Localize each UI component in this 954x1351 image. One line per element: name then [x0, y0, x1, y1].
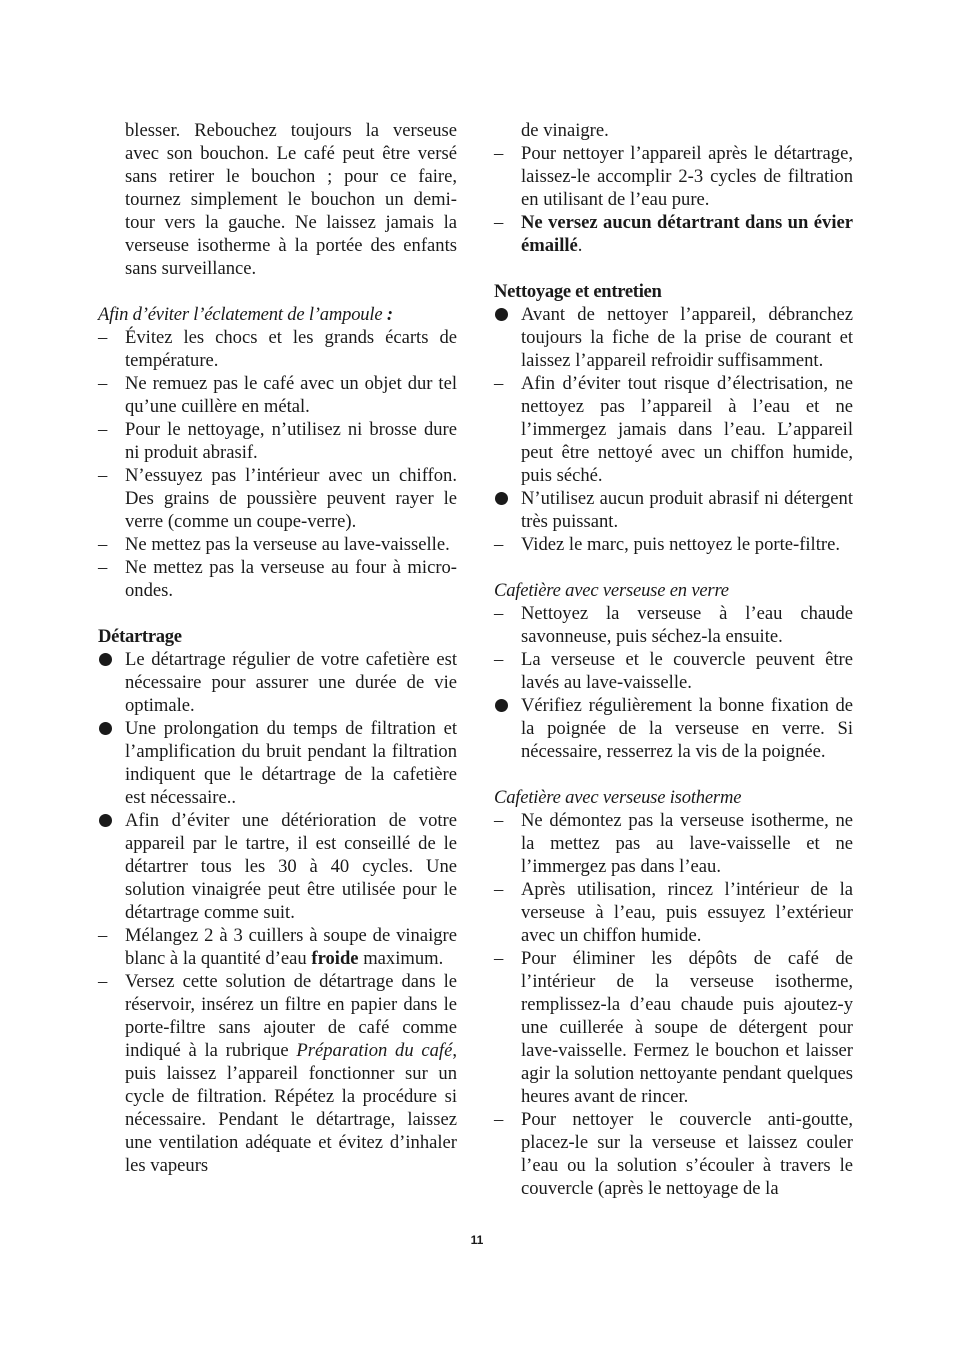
- list-item: Une prolongation du temps de filtration et l’amplification du bruit pendant la filtration indiquent que le détartrage de la cafetière est nécessaire..: [98, 717, 457, 809]
- list-item: – Ne mettez pas la verseuse au lave-vaisselle.: [98, 534, 450, 555]
- ampoule-heading: Afin d’éviter l’éclatement de l’ampoule :: [98, 304, 393, 325]
- ampoule-list: [98, 326, 457, 602]
- detartrage-list: [98, 648, 457, 1177]
- dash-marker: –: [494, 649, 504, 670]
- continuation-text: de vinaigre.: [521, 120, 609, 141]
- list-item: – Évitez les chocs et les grands écarts de température.: [98, 327, 457, 371]
- list-item: Le détartrage régulier de votre cafetière est nécessaire pour assurer une durée de vie optimale.: [98, 648, 457, 717]
- intro-paragraph: blesser. Rebouchez toujours la verseuse avec son bouchon. Le café peut être versé sans retirer le bouchon ; pour ce faire, tournez simplement le bouchon un demi-tour vers la gauche. Ne laissez jamais la verseuse isotherme à la portée des enfants sans surveillance.: [125, 120, 457, 279]
- dash-marker: –: [494, 810, 504, 831]
- detartrage-heading: Détartrage: [98, 626, 182, 647]
- bullet-icon: [99, 653, 112, 666]
- list-item: – N’essuyez pas l’intérieur avec un chiffon. Des grains de poussière peuvent rayer le verre (comme un coupe-verre).: [98, 465, 457, 532]
- isotherme-list: [494, 809, 853, 1200]
- list-item: – Videz le marc, puis nettoyez le porte-filtre.: [494, 534, 840, 555]
- dash-marker: –: [98, 419, 108, 440]
- verre-list: [494, 602, 853, 763]
- dash-marker: –: [494, 143, 504, 164]
- dash-marker: –: [494, 948, 504, 969]
- dash-marker: –: [494, 879, 504, 900]
- list-item: – Pour nettoyer le couvercle anti-goutte, placez-le sur la verseuse et laissez couler l’eau ou la solution s’écouler à travers le couvercle (après le nettoyage de la: [494, 1109, 853, 1199]
- list-item: – Nettoyez la verseuse à l’eau chaude savonneuse, puis séchez-la ensuite.: [494, 603, 853, 647]
- list-item: – Après utilisation, rincez l’intérieur de la verseuse à l’eau, puis essuyez l’extérieur avec un chiffon humide.: [494, 879, 853, 946]
- list-item: – Ne mettez pas la verseuse au four à micro-ondes.: [98, 557, 457, 601]
- page-number: 11: [470, 1233, 484, 1247]
- list-item: – Mélangez 2 à 3 cuillers à soupe de vinaigre blanc à la quantité d’eau froide maximum.: [98, 925, 457, 969]
- dash-marker: –: [98, 465, 108, 486]
- bullet-icon: [99, 722, 112, 735]
- list-item: – Ne démontez pas la verseuse isotherme, ne la mettez pas au lave-vaisselle et ne l’immergez pas dans l’eau.: [494, 810, 853, 877]
- right-column: [494, 119, 853, 1200]
- dash-marker: –: [494, 1109, 504, 1130]
- dash-marker: –: [494, 212, 504, 233]
- left-column: [98, 119, 457, 1177]
- bullet-icon: [495, 699, 508, 712]
- verre-heading: Cafetière avec verseuse en verre: [494, 580, 729, 601]
- dash-marker: –: [98, 925, 108, 946]
- list-item: Afin d’éviter une détérioration de votre appareil par le tartre, il est conseillé de le détartrer tous les 30 à 40 cycles. Une solution vinaigrée peut être utilisée pour le détartrage comme suit.: [98, 809, 457, 924]
- dash-marker: –: [98, 327, 108, 348]
- dash-marker: –: [98, 373, 108, 394]
- list-item: – La verseuse et le couvercle peuvent être lavés au lave-vaisselle.: [494, 649, 853, 693]
- list-item: – Versez cette solution de détartrage dans le réservoir, insérez un filtre en papier dans le porte-filtre sans ajouter de café comme indiqué à la rubrique Préparation du café, puis laissez l’appareil fonctionner sur un cycle de filtration. Répétez la procédure si nécessaire. Pendant le détartrage, laissez une ventilation adéquate et évitez d’inhaler les vapeurs: [98, 971, 458, 1176]
- list-item: – Afin d’éviter tout risque d’électrisation, ne nettoyez pas l’appareil à l’eau et ne l’immergez jamais dans l’eau. L’appareil peut être nettoyé avec un chiffon humide, puis séché.: [494, 373, 853, 486]
- dash-marker: –: [98, 971, 108, 992]
- isotherme-heading: Cafetière avec verseuse isotherme: [494, 787, 742, 808]
- bullet-icon: [495, 492, 508, 505]
- list-item: Vérifiez régulièrement la bonne fixation de la poignée de la verseuse en verre. Si nécessaire, resserrez la vis de la poignée.: [494, 694, 853, 763]
- nettoyage-list: [494, 303, 853, 556]
- list-item: N’utilisez aucun produit abrasif ni détergent très puissant.: [494, 487, 853, 533]
- bullet-icon: [495, 308, 508, 321]
- list-item: – Pour le nettoyage, n’utilisez ni brosse dure ni produit abrasif.: [98, 419, 457, 463]
- bullet-icon: [99, 814, 112, 827]
- dash-marker: –: [494, 373, 504, 394]
- dash-marker: –: [98, 534, 108, 555]
- dash-marker: –: [494, 534, 504, 555]
- list-item: Avant de nettoyer l’appareil, débranchez toujours la fiche de la prise de courant et laissez l’appareil refroidir suffisamment.: [494, 303, 853, 372]
- list-item: – Pour nettoyer l’appareil après le détartrage, laissez-le accomplir 2-3 cycles de filtration en utilisant de l’eau pure.: [494, 143, 853, 210]
- list-item: – Pour éliminer les dépôts de café de l’intérieur de la verseuse isotherme, remplissez-la d’eau chaude puis ajoutez-y une cuillerée à soupe de détergent pour lave-vaisselle. Fermez le bouchon et laisser agir la solution nettoyante pendant quelques heures avant de rincer.: [494, 948, 853, 1107]
- nettoyage-heading: Nettoyage et entretien: [494, 281, 662, 302]
- list-item: – Ne versez aucun détartrant dans un évier émaillé.: [494, 212, 853, 256]
- dash-marker: –: [494, 603, 504, 624]
- dash-marker: –: [98, 557, 108, 578]
- list-item: – Ne remuez pas le café avec un objet dur tel qu’une cuillère en métal.: [98, 373, 457, 417]
